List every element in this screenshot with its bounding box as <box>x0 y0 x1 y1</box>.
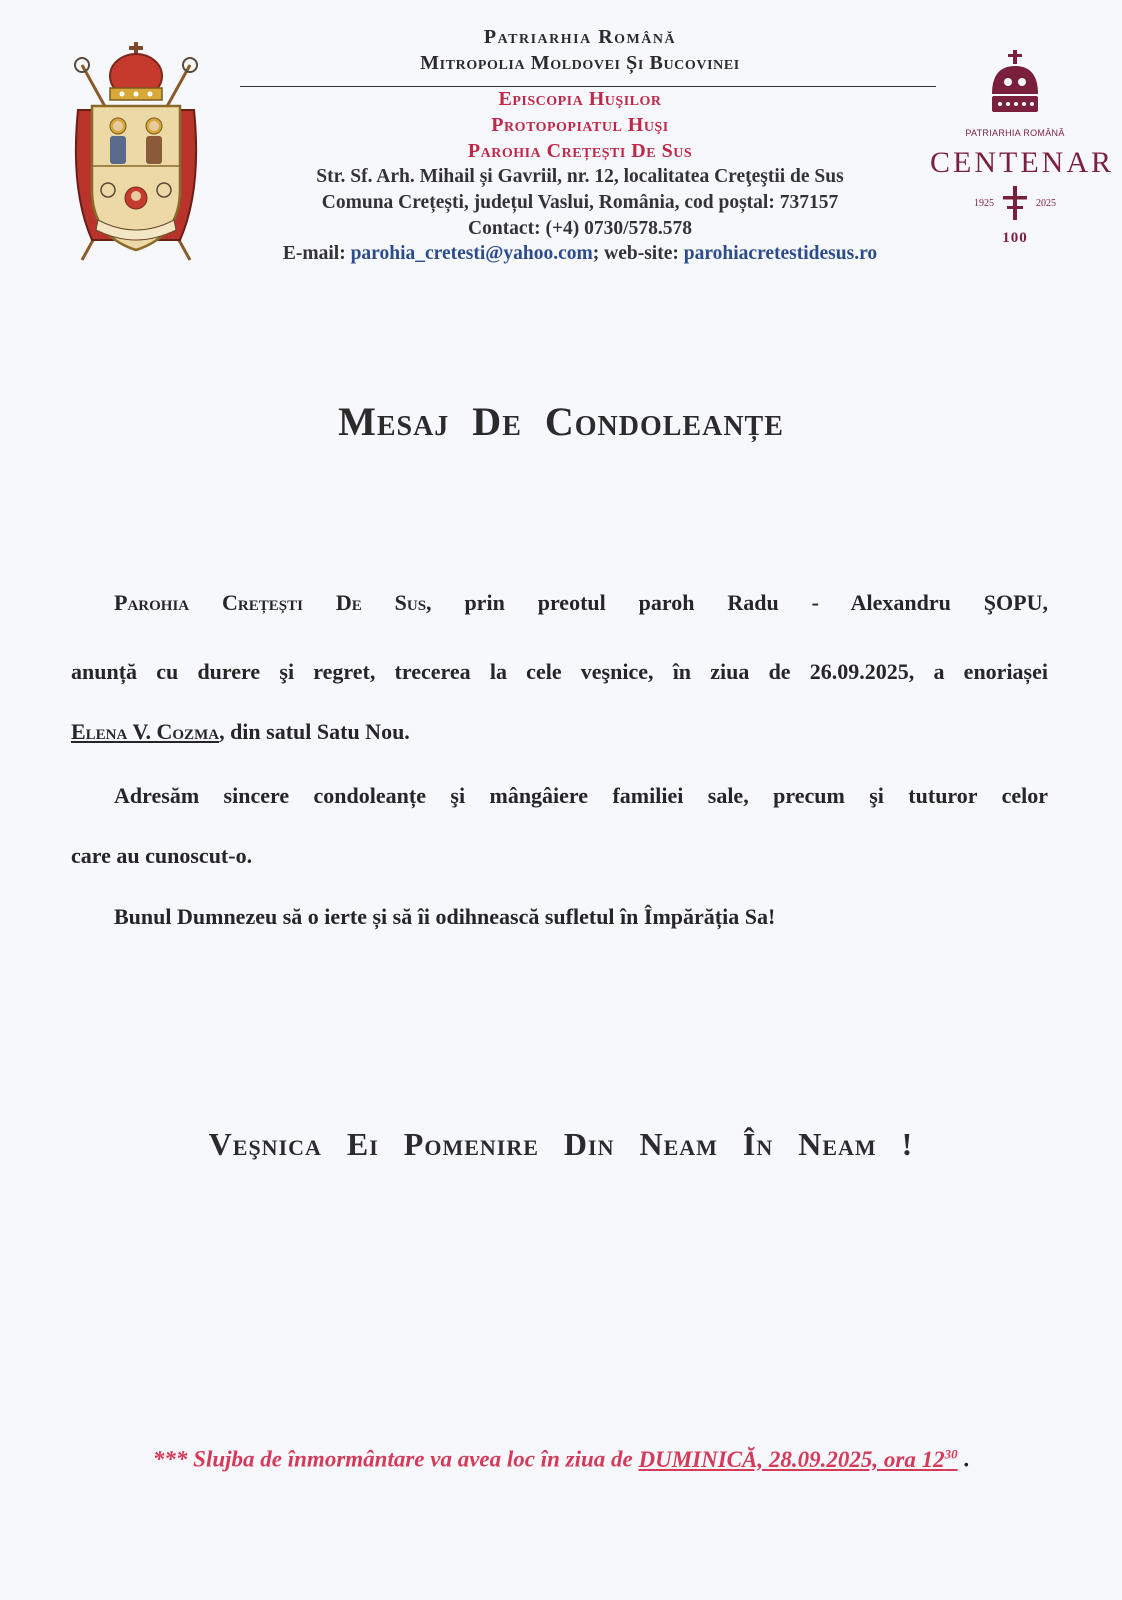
note-prefix: *** Slujba de înmormântare va avea loc în ziua de <box>152 1446 639 1472</box>
website-label: web-site: <box>604 243 679 264</box>
address-line-1: Str. Sf. Arh. Mihail și Gavriil, nr. 12, localitatea Creţeştii de Sus <box>316 166 844 187</box>
document-title: Mesaj De Condoleanțe <box>338 399 784 444</box>
coat-of-arms-emblem <box>62 40 212 270</box>
website-link[interactable]: parohiacretestidesus.ro <box>683 243 878 264</box>
paragraph-condolences-end: care au cunoscut-o. <box>71 843 253 868</box>
centenar-word: CENTENAR <box>930 146 1114 179</box>
address-line-2: Comuna Crețești, județul Vaslui, România, cod poștal: 737157 <box>321 192 839 213</box>
header-parish: Parohia Crețești De Sus <box>467 140 693 162</box>
centenar-year-end: 2025 <box>1036 198 1056 209</box>
paragraph-deceased <box>71 719 410 745</box>
note-date-time <box>639 1447 958 1472</box>
paragraph-prayer: Bunul Dumnezeu să o ierte și să îi odihnească sufletul în Împărăția Sa! <box>114 904 776 929</box>
email-label: E-mail: <box>282 243 346 264</box>
paragraph-passing: anunță cu durere şi regret, trecerea la cele veşnice, în ziua de 26.09.2025, a enoriașei <box>71 659 1048 684</box>
orthodox-cross-icon <box>1000 186 1030 220</box>
deceased-name: Elena V. Cozma <box>71 719 220 744</box>
header-metropolis: Mitropolia Moldovei Și Bucovinei <box>420 52 740 74</box>
village-text: , din satul Satu Nou. <box>219 719 410 744</box>
header-divider <box>240 86 936 87</box>
email-link[interactable]: parohia_cretesti@yahoo.com <box>350 243 593 264</box>
centenar-org: PATRIARHIA ROMÂNĂ <box>965 128 1065 138</box>
priest-text: , prin preotul paroh Radu - Alexandru ŞOPU, <box>426 590 1048 615</box>
memorial-motto: Veşnica Ei Pomenire Din Neam În Neam ! <box>208 1126 914 1162</box>
funeral-service-note <box>0 1446 1122 1473</box>
centenar-logo <box>930 48 1114 258</box>
note-day: DUMINICĂ, 28.09.2025, ora 12 <box>638 1446 945 1472</box>
contact-email-web-line <box>226 243 934 265</box>
paragraph-announcement <box>114 590 1048 616</box>
note-end: . <box>963 1446 970 1472</box>
centenar-year-start: 1925 <box>974 198 994 209</box>
centenar-number: 100 <box>1002 230 1028 246</box>
parish-name: Parohia Crețești De Sus <box>114 590 427 615</box>
email-separator: ; <box>592 243 600 264</box>
header-patriarchy: Patriarhia Română <box>483 26 677 48</box>
note-minutes: 30 <box>944 1446 958 1461</box>
header-deanery: Protopopiatul Huşi <box>491 114 669 136</box>
paragraph-condolences: Adresăm sincere condoleanțe şi mângâiere familiei sale, precum şi tuturor celor <box>114 783 1048 808</box>
contact-phone: Contact: (+4) 0730/578.578 <box>468 218 692 239</box>
header-bishopric: Episcopia Huşilor <box>498 88 662 110</box>
crown-icon <box>930 48 1100 126</box>
